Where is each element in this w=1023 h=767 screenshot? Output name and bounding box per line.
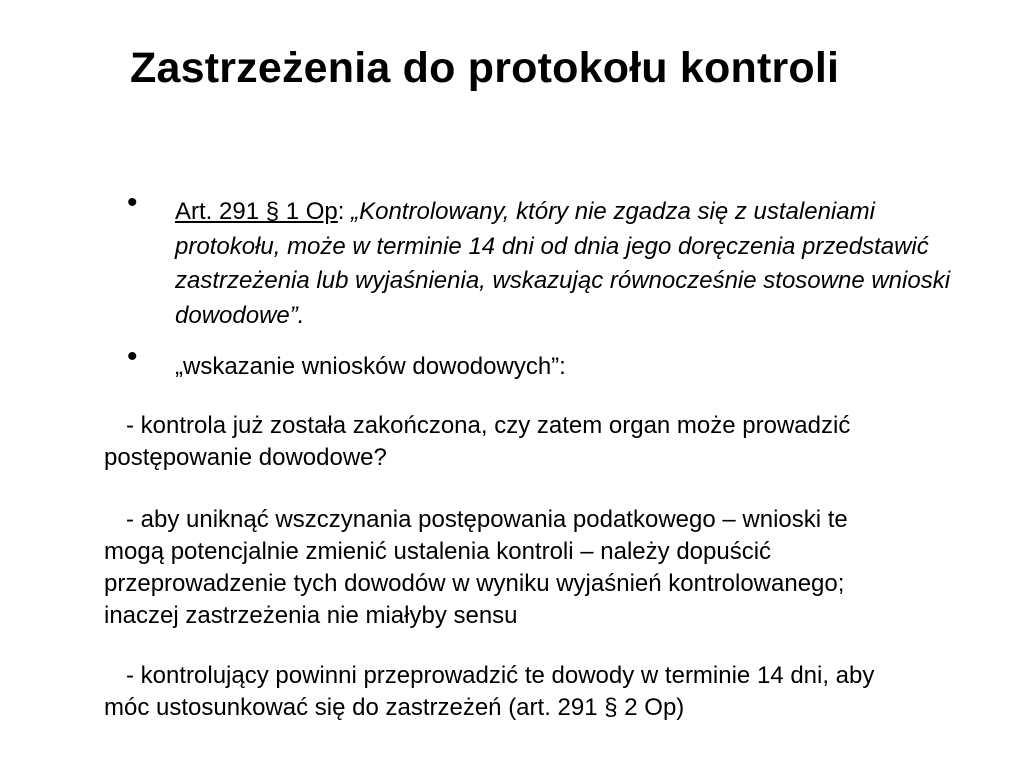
reference-separator: : (337, 198, 352, 225)
paragraph-avoid-proceedings: - aby uniknąć wszczynania postępowania podatkowego – wnioski te mogą potencjalnie zmienić ustalenia kontroli – należy dopuścić przeprowadzenie tych dowodów w wyniku wyjaśnień kontrolowanego; inaczej zastrzeżenia nie miałyby sensu (104, 506, 848, 629)
article-quote: „Kontrolowany, który nie zgadza się z ustaleniami protokołu, może w terminie 14 dni od dnia jego doręczenia przedstawić zastrzeżenia lub wyjaśnienia, wskazując równocześnie stosowne wnioski dowodowe”. (175, 198, 951, 329)
bullet-text: „wskazanie wniosków dowodowych”: (175, 353, 566, 380)
slide-title: Zastrzeżenia do protokołu kontroli (130, 44, 840, 92)
paragraph-deadline: - kontrolujący powinni przeprowadzić te dowody w terminie 14 dni, aby móc ustosunkować się do zastrzeżeń (art. 291 § 2 Op) (104, 662, 875, 721)
bullet-text (175, 195, 955, 333)
paragraph-inspection-finished: - kontrola już została zakończona, czy zatem organ może prowadzić postępowanie dowodowe? (104, 412, 851, 471)
bullet-icon: • (127, 186, 138, 219)
article-reference: Art. 291 § 1 Op (175, 198, 338, 225)
bullet-icon: • (127, 340, 138, 373)
